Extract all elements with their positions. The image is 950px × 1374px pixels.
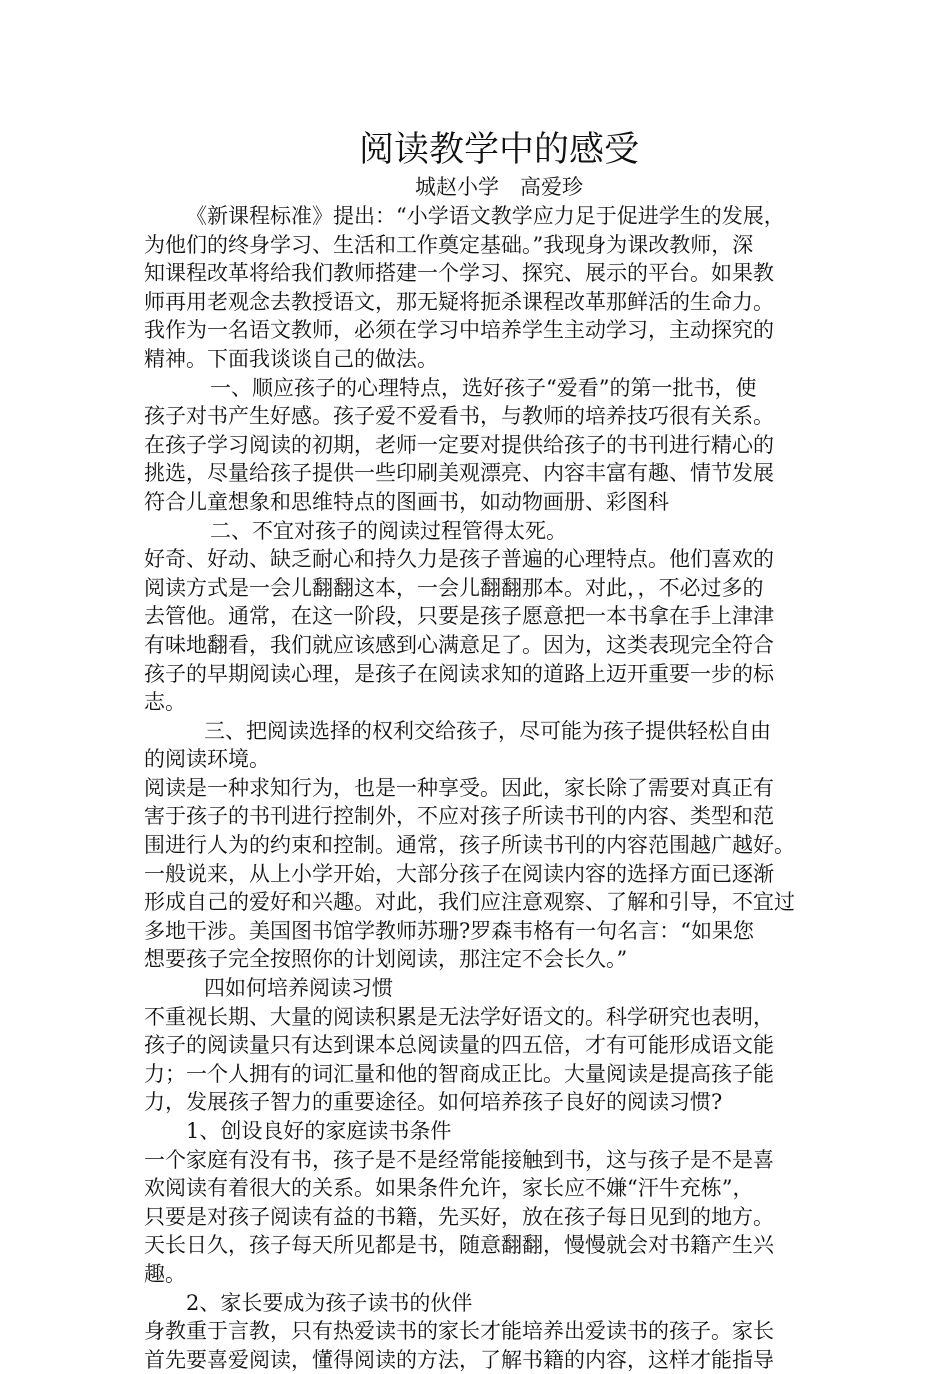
text-line: 力，发展孩子智力的重要途径。如何培养孩子良好的阅读习惯? [144, 1090, 723, 1115]
text-line: 孩子的早期阅读心理，是孩子在阅读求知的道路上迈开重要一步的标 [144, 661, 774, 686]
text-line: 欢阅读有着很大的关系。如果条件允许，家长应不嫌“汗牛充栋”， [144, 1176, 754, 1201]
text-line: 有味地翻看，我们就应该感到心满意足了。因为，这类表现完全符合 [144, 632, 774, 657]
text-line: 身教重于言教，只有热爱读书的家长才能培养出爱读书的孩子。家长 [144, 1319, 774, 1344]
text-line: 志。 [144, 690, 186, 715]
text-line: 挑选，尽量给孩子提供一些印刷美观漂亮、内容丰富有趣、情节发展 [144, 461, 774, 486]
text-line: 我作为一名语文教师，必须在学习中培养学生主动学习，主动探究的 [144, 318, 774, 343]
text-line: 一般说来，从上小学开始，大部分孩子在阅读内容的选择方面已逐渐 [144, 861, 774, 886]
text-line: 好奇、好动、缺乏耐心和持久力是孩子普遍的心理特点。他们喜欢的 [144, 547, 774, 572]
document-page [144, 128, 814, 1374]
text-line: 知课程改革将给我们教师搭建一个学习、探究、展示的平台。如果教 [144, 261, 774, 286]
section-heading-2: 二、不宜对孩子的阅读过程管得太死。 [210, 518, 567, 543]
author-line: 城赵小学 高爱珍 [415, 175, 583, 199]
text-line: 趣。 [144, 1261, 186, 1286]
text-line: 孩子对书产生好感。孩子爱不爱看书，与教师的培养技巧很有关系。 [144, 404, 774, 429]
text-line: 一个家庭有没有书，孩子是不是经常能接触到书，这与孩子是不是喜 [144, 1147, 774, 1172]
text-line: 害于孩子的书刊进行控制外，不应对孩子所读书刊的内容、类型和范 [144, 804, 774, 829]
text-line: 的阅读环境。 [144, 747, 270, 772]
text-line: 只要是对孩子阅读有益的书籍，先买好，放在孩子每日见到的地方。 [144, 1204, 774, 1229]
text-line: 精神。下面我谈谈自己的做法。 [144, 346, 438, 371]
text-line: 阅读方式是一会儿翻翻这本，一会儿翻翻那本。对此，，不必过多的 [144, 575, 764, 600]
text-line: 师再用老观念去教授语文，那无疑将扼杀课程改革那鲜活的生命力。 [144, 289, 774, 314]
text-line: 《新课程标准》提出：“小学语文教学应力足于促进学生的发展， [186, 204, 785, 228]
text-line: 不重视长期、大量的阅读积累是无法学好语文的。科学研究也表明， [144, 1004, 774, 1029]
text-line: 去管他。通常，在这一阶段，只要是孩子愿意把一本书拿在手上津津 [144, 604, 774, 629]
text-line: 多地干涉。美国图书馆学教师苏珊?罗森韦格有一句名言：“如果您 [144, 918, 754, 943]
section-heading-4: 四如何培养阅读习惯 [204, 976, 393, 1001]
text-line: 孩子的阅读量只有达到课本总阅读量的四五倍，才有可能形成语文能 [144, 1033, 774, 1058]
text-line: 为他们的终身学习、生活和工作奠定基础。”我现身为课改教师，深 [144, 232, 754, 257]
text-line: 力；一个人拥有的词汇量和他的智商成正比。大量阅读是提高孩子能 [144, 1061, 774, 1086]
page-title: 阅读教学中的感受 [358, 130, 639, 170]
text-line: 想要孩子完全按照你的计划阅读，那注定不会长久。” [144, 947, 628, 972]
text-line: 阅读是一种求知行为，也是一种享受。因此，家长除了需要对真正有 [144, 775, 774, 800]
section-heading-1: 一、顺应孩子的心理特点，选好孩子“爱看”的第一批书，使 [210, 375, 757, 400]
text-line: 围进行人为的约束和控制。通常，孩子所读书刊的内容范围越广越好。 [144, 833, 795, 858]
text-line: 首先要喜爱阅读，懂得阅读的方法，了解书籍的内容，这样才能指导 [144, 1347, 774, 1372]
text-line: 符合儿童想象和思维特点的图画书，如动物画册、彩图科 [144, 489, 669, 514]
text-line: 形成自己的爱好和兴趣。对此，我们应注意观察、了解和引导，不宜过 [144, 890, 795, 915]
section-heading-3: 三、把阅读选择的权利交给孩子，尽可能为孩子提供轻松自由 [204, 718, 771, 743]
subsection-heading-1: 1、创设良好的家庭读书条件 [186, 1119, 452, 1143]
text-line: 天长日久，孩子每天所见都是书，随意翻翻，慢慢就会对书籍产生兴 [144, 1233, 774, 1258]
text-line: 在孩子学习阅读的初期，老师一定要对提供给孩子的书刊进行精心的 [144, 432, 774, 457]
subsection-heading-2: 2、家长要成为孩子读书的伙伴 [186, 1290, 473, 1315]
